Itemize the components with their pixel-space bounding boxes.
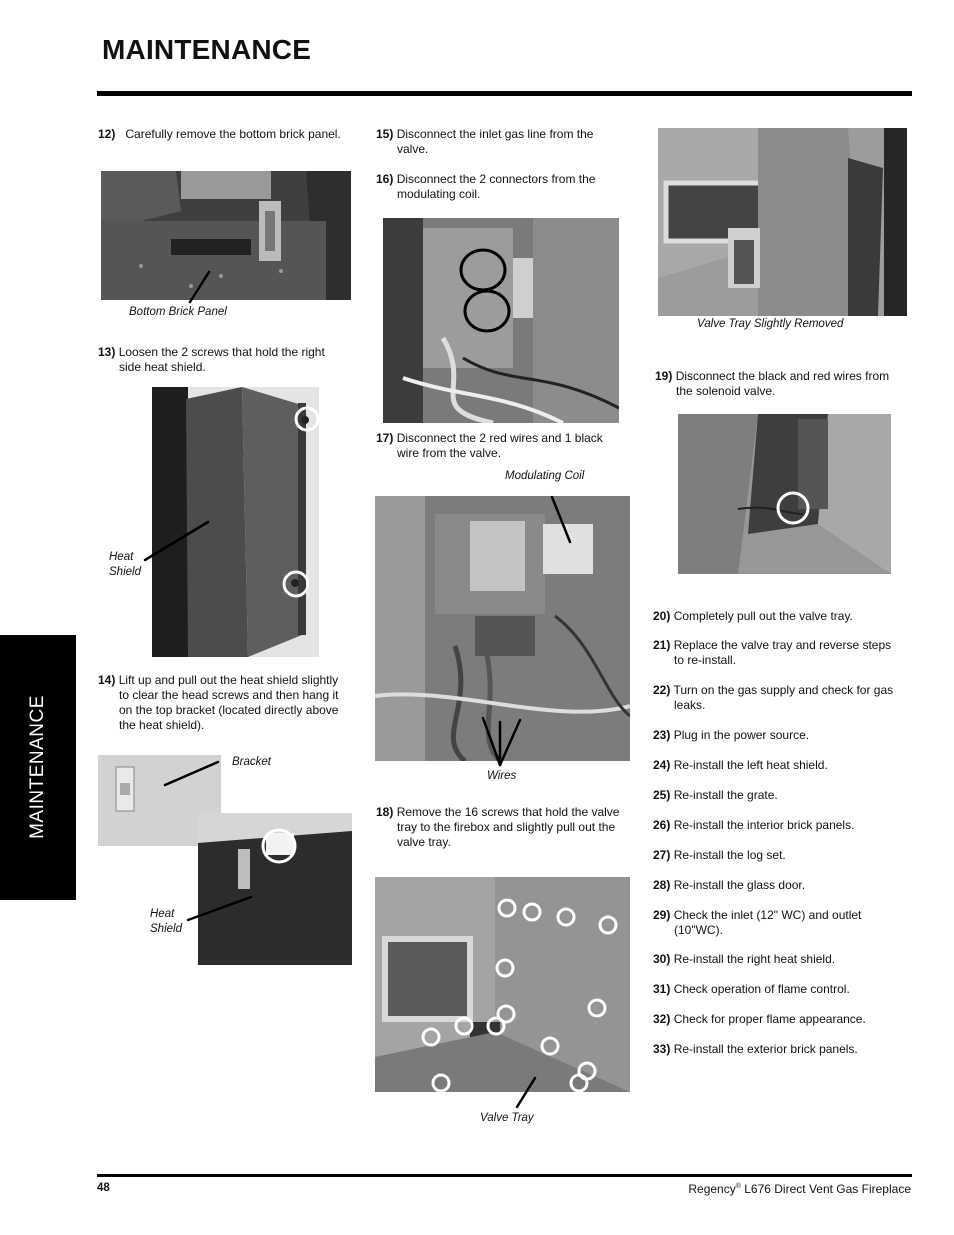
step-28: 28) Re-install the glass door.: [653, 878, 806, 892]
step-25: 25) Re-install the grate.: [653, 788, 778, 802]
caption-bracket: Bracket: [232, 756, 271, 768]
step-16: 16) Disconnect the 2 connectors from the modulating coil.: [376, 172, 596, 201]
footer-rule: [97, 1174, 912, 1177]
page-title: MAINTENANCE: [102, 34, 312, 65]
caption-heat-shield-b: Heat Shield: [150, 908, 182, 935]
step-17: 17) Disconnect the 2 red wires and 1 black wire from the valve.: [376, 431, 603, 460]
step-26: 26) Re-install the interior brick panels.: [653, 818, 855, 832]
photo-valve-wires: [375, 496, 630, 761]
step-15: 15) Disconnect the inlet gas line from the valve.: [376, 127, 594, 156]
step-32: 32) Check for proper flame appearance.: [653, 1012, 866, 1026]
caption-valve-tray: Valve Tray: [480, 1112, 534, 1124]
step-22: 22) Turn on the gas supply and check for gas leaks.: [653, 683, 894, 712]
side-tab-label: MAINTENANCE: [27, 695, 48, 839]
caption-bottom-brick-panel: Bottom Brick Panel: [129, 306, 227, 318]
photo-right-heat-shield: [152, 387, 319, 657]
step-18: 18) Remove the 16 screws that hold the valve tray to the firebox and slightly pull out the valve tray.: [376, 805, 620, 849]
photo-bottom-brick-panel: [101, 171, 351, 300]
step-27: 27) Re-install the log set.: [653, 848, 786, 862]
step-14: 14) Lift up and pull out the heat shield slightly to clear the head screws and then hang it on the top bracket (located directly above the heat shield).: [98, 673, 339, 732]
caption-valve-tray-slightly-removed: Valve Tray Slightly Removed: [697, 318, 844, 330]
step-21: 21) Replace the valve tray and reverse steps to re-install.: [653, 638, 892, 667]
step-23: 23) Plug in the power source.: [653, 728, 810, 742]
caption-modulating-coil: Modulating Coil: [505, 470, 585, 482]
photo-solenoid-wires: [678, 414, 891, 574]
footer-product: Regency® L676 Direct Vent Gas Fireplace: [688, 1182, 911, 1196]
header-rule: [97, 91, 912, 96]
photo-heat-shield-hung: [198, 813, 352, 965]
step-20: 20) Completely pull out the valve tray.: [653, 609, 853, 623]
step-31: 31) Check operation of flame control.: [653, 982, 850, 996]
step-33: 33) Re-install the exterior brick panels.: [653, 1042, 858, 1056]
step-29: 29) Check the inlet (12" WC) and outlet (10"WC).: [653, 908, 862, 937]
photo-modulating-coil-connectors: [383, 218, 619, 423]
caption-wires: Wires: [487, 770, 517, 782]
section-side-tab: [0, 635, 76, 900]
photo-valve-tray-screws: [375, 877, 630, 1092]
page-number: 48: [97, 1182, 110, 1194]
step-30: 30) Re-install the right heat shield.: [653, 952, 836, 966]
step-13: 13) Loosen the 2 screws that hold the right side heat shield.: [98, 345, 325, 374]
photo-valve-tray-slightly-removed: [658, 128, 907, 316]
caption-heat-shield-a: Heat Shield: [109, 551, 141, 578]
step-12: 12) Carefully remove the bottom brick panel.: [98, 127, 341, 141]
step-24: 24) Re-install the left heat shield.: [653, 758, 828, 772]
step-19: 19) Disconnect the black and red wires from the solenoid valve.: [655, 369, 890, 398]
